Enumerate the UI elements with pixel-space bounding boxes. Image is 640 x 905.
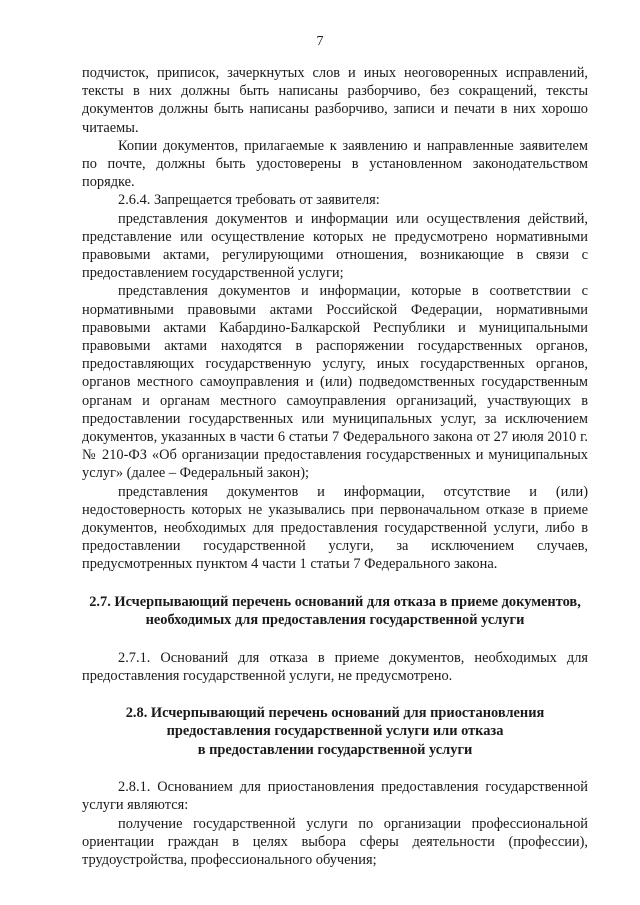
paragraph-copies: Копии документов, прилагаемые к заявлению и направленные заявителем по почте, должны быть удостоверены в установленном законодательством порядке. [82,137,588,191]
page-number: 7 [316,34,324,49]
paragraph-2-6-4: 2.6.4. Запрещается требовать от заявителя: [118,192,380,209]
section-heading-2-8 [82,704,588,759]
heading-2-8-line-3: в предоставлении государственной услуги [197,741,473,758]
heading-2-8-line-2: предоставления государственной услуги или отказа [166,723,504,740]
paragraph-prohibition-1: представления документов и информации или осуществления действий, представление или осуществление которых не предусмотрено нормативными правовыми актами, регулирующими отношения, возникающие в связи с предоставлением государственной услуги; [82,210,588,282]
paragraph-suspension-1: получение государственной услуги по организации профессиональной ориентации граждан в целях выбора сферы деятельности (профессии), трудоустройства, профессионального обучения; [82,815,588,868]
paragraph-prohibition-2: представления документов и информации, которые в соответствии с нормативными правовыми актами Российской Федерации, нормативными правовыми актами Кабардино-Балкарской Республики и муниципальными правовыми актами находятся в распоряжении государственных органов, предоставляющих государственную услугу, иных государственных органов, органов местного самоуправления и (или) подведомственных государственным органам и органам местного самоуправления организаций, участвующих в предоставлении государственных или муниципальных услуг, за исключением документов, указанных в части 6 статьи 7 Федерального закона от 27 июля 2010 г. № 210-ФЗ «Об организации предоставления государственных и муниципальных услуг» (далее – Федеральный закон); [82,283,588,482]
document-body [82,64,588,869]
paragraph-2-8-1: 2.8.1. Основанием для приостановления предоставления государственной услуги являются: [82,779,588,814]
paragraph-2-7-1: 2.7.1. Оснований для отказа в приеме документов, необходимых для предоставления государственной услуги, не предусмотрено. [82,649,588,684]
paragraph-prohibition-3: представления документов и информации, отсутствие и (или) недостоверность которых не указывались при первоначальном отказе в приеме документов, необходимых для предоставления государственной услуги, либо в предоставлении государственной услуги, за исключением случаев, предусмотренных пунктом 4 части 1 статьи 7 Федерального закона. [82,483,588,573]
paragraph-continuation: подчисток, приписок, зачеркнутых слов и иных неоговоренных исправлений, тексты в них должны быть написаны разборчиво, без сокращений, тексты документов должны быть написаны разборчиво, записи и печати в них хорошо читаемы. [82,65,588,136]
section-heading-2-7: 2.7. Исчерпывающий перечень оснований для отказа в приеме документов, необходимых для предоставления государственной услуги [89,593,581,629]
heading-2-8-line-1: 2.8. Исчерпывающий перечень оснований для приостановления [125,704,545,721]
